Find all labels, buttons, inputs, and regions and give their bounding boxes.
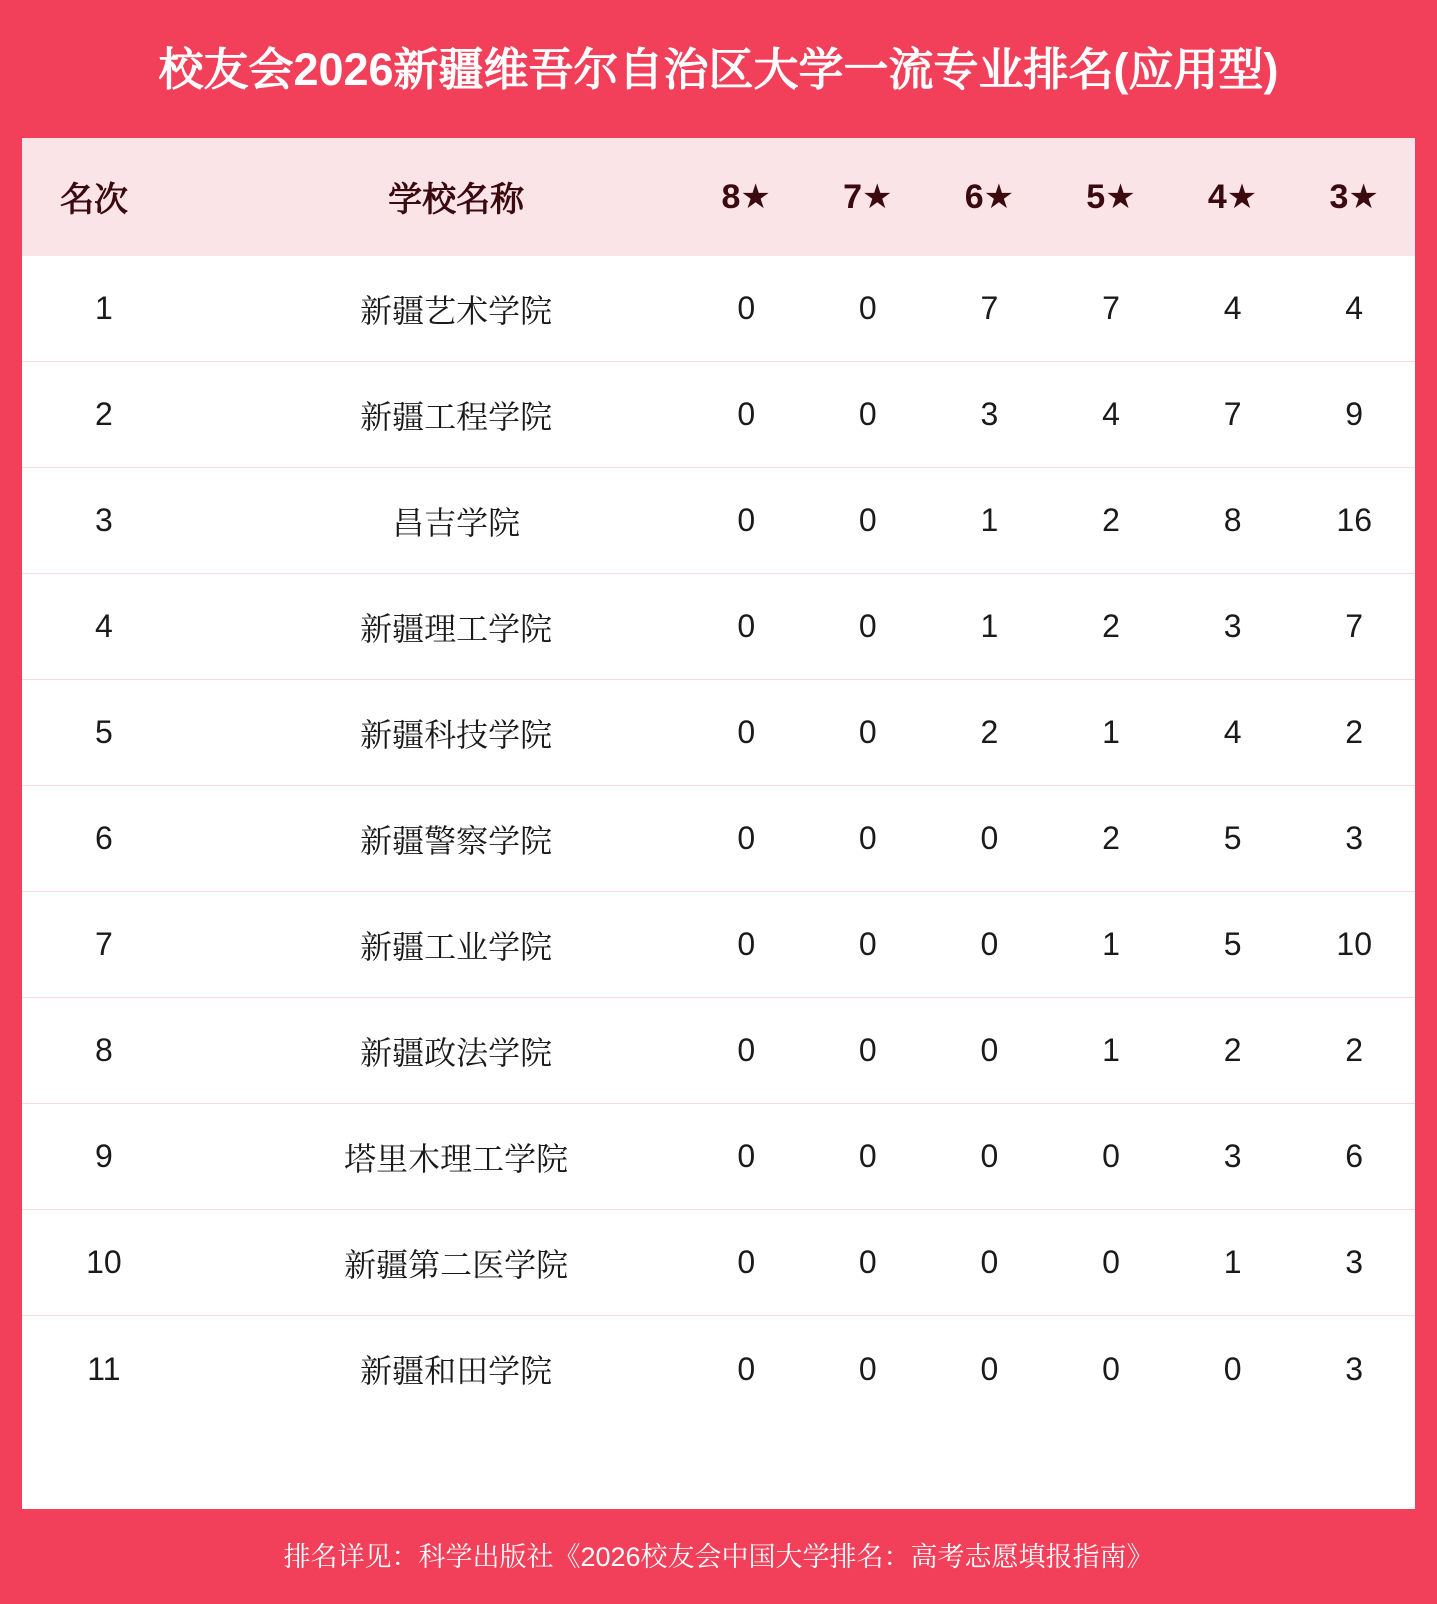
column-header-5star: 5★ bbox=[1050, 138, 1172, 256]
cell-rank: 6 bbox=[22, 786, 227, 892]
cell-5star: 2 bbox=[1050, 468, 1172, 574]
cell-6star: 0 bbox=[980, 1350, 999, 1387]
table-row bbox=[22, 680, 1415, 786]
table-row bbox=[22, 1210, 1415, 1316]
cell-7star: 0 bbox=[807, 786, 929, 892]
cell-4star: 2 bbox=[1172, 998, 1294, 1104]
cell-3star: 10 bbox=[1293, 892, 1415, 998]
cell-5star: 1 bbox=[1050, 892, 1172, 998]
cell-8star: 0 bbox=[737, 1350, 756, 1387]
cell-5star: 7 bbox=[1050, 256, 1172, 362]
cell-3star: 4 bbox=[1293, 256, 1415, 362]
column-header-4star: 4★ bbox=[1172, 138, 1294, 256]
cell-4star: 5 bbox=[1172, 786, 1294, 892]
cell-6star: 2 bbox=[929, 680, 1051, 786]
cell-3star: 9 bbox=[1293, 362, 1415, 468]
cell-rank: 8 bbox=[22, 998, 227, 1104]
cell-6star: 7 bbox=[929, 256, 1051, 362]
cell-4star: 3 bbox=[1172, 1104, 1294, 1210]
cell-3star: 7 bbox=[1293, 574, 1415, 680]
cell-7star: 0 bbox=[807, 574, 929, 680]
cell-5star: 0 bbox=[1050, 1104, 1172, 1210]
ranking-table-card bbox=[22, 138, 1415, 1509]
cell-7star: 0 bbox=[858, 1350, 877, 1387]
cell-8star: 0 bbox=[685, 680, 807, 786]
cell-5star: 1 bbox=[1050, 680, 1172, 786]
cell-3star: 3 bbox=[1293, 1210, 1415, 1316]
table-row bbox=[22, 998, 1415, 1104]
cell-rank: 11 bbox=[87, 1350, 121, 1387]
cell-rank: 5 bbox=[22, 680, 227, 786]
cell-rank: 1 bbox=[22, 256, 227, 362]
source-note: 排名详见：科学出版社《2026校友会中国大学排名：高考志愿填报指南》 bbox=[283, 1542, 1154, 1572]
table-row bbox=[22, 786, 1415, 892]
table-row bbox=[22, 574, 1415, 680]
cell-8star: 0 bbox=[685, 892, 807, 998]
cell-8star: 0 bbox=[685, 1104, 807, 1210]
cell-5star: 2 bbox=[1050, 786, 1172, 892]
cell-4star: 4 bbox=[1172, 256, 1294, 362]
cell-7star: 0 bbox=[807, 468, 929, 574]
table-row bbox=[22, 1104, 1415, 1210]
cell-school: 新疆工业学院 bbox=[227, 892, 686, 998]
column-header-rank: 名次 bbox=[22, 138, 227, 256]
cell-rank: 3 bbox=[22, 468, 227, 574]
table-row bbox=[22, 468, 1415, 574]
cell-5star: 0 bbox=[1050, 1210, 1172, 1316]
cell-rank: 9 bbox=[22, 1104, 227, 1210]
table-header-row bbox=[22, 138, 1415, 256]
table-header bbox=[22, 138, 1415, 256]
cell-school: 昌吉学院 bbox=[227, 468, 686, 574]
cell-8star: 0 bbox=[685, 256, 807, 362]
cell-7star: 0 bbox=[807, 892, 929, 998]
cell-6star: 1 bbox=[929, 468, 1051, 574]
cell-6star: 0 bbox=[929, 1104, 1051, 1210]
cell-7star: 0 bbox=[807, 1104, 929, 1210]
cell-4star: 1 bbox=[1172, 1210, 1294, 1316]
cell-7star: 0 bbox=[807, 680, 929, 786]
table-row bbox=[22, 1316, 1415, 1422]
cell-rank: 10 bbox=[22, 1210, 227, 1316]
page-title: 校友会2026新疆维吾尔自治区大学一流专业排名(应用型) bbox=[158, 44, 1279, 95]
cell-school: 塔里木理工学院 bbox=[227, 1104, 686, 1210]
cell-7star: 0 bbox=[807, 256, 929, 362]
cell-3star: 3 bbox=[1293, 786, 1415, 892]
cell-6star: 3 bbox=[929, 362, 1051, 468]
cell-school: 新疆工程学院 bbox=[227, 362, 686, 468]
cell-4star: 8 bbox=[1172, 468, 1294, 574]
table-row bbox=[22, 892, 1415, 998]
cell-school: 新疆理工学院 bbox=[227, 574, 686, 680]
cell-4star: 5 bbox=[1172, 892, 1294, 998]
cell-5star: 0 bbox=[1102, 1350, 1120, 1387]
cell-school: 新疆第二医学院 bbox=[227, 1210, 686, 1316]
cell-5star: 1 bbox=[1050, 998, 1172, 1104]
cell-3star: 6 bbox=[1293, 1104, 1415, 1210]
cell-8star: 0 bbox=[685, 468, 807, 574]
cell-7star: 0 bbox=[807, 1210, 929, 1316]
column-header-6star: 6★ bbox=[929, 138, 1051, 256]
cell-6star: 0 bbox=[929, 892, 1051, 998]
cell-5star: 2 bbox=[1050, 574, 1172, 680]
cell-school: 新疆艺术学院 bbox=[227, 256, 686, 362]
cell-8star: 0 bbox=[685, 574, 807, 680]
cell-6star: 0 bbox=[929, 998, 1051, 1104]
cell-rank: 4 bbox=[22, 574, 227, 680]
table-row bbox=[22, 256, 1415, 362]
column-header-3star: 3★ bbox=[1293, 138, 1415, 256]
cell-6star: 1 bbox=[929, 574, 1051, 680]
cell-4star: 3 bbox=[1172, 574, 1294, 680]
cell-3star: 16 bbox=[1293, 468, 1415, 574]
cell-4star: 7 bbox=[1172, 362, 1294, 468]
cell-4star: 4 bbox=[1172, 680, 1294, 786]
cell-7star: 0 bbox=[807, 998, 929, 1104]
cell-4star: 0 bbox=[1223, 1350, 1242, 1387]
table-row bbox=[22, 362, 1415, 468]
column-header-7star: 7★ bbox=[807, 138, 929, 256]
column-header-school: 学校名称 bbox=[227, 138, 686, 256]
cell-8star: 0 bbox=[685, 786, 807, 892]
cell-7star: 0 bbox=[807, 362, 929, 468]
column-header-8star: 8★ bbox=[685, 138, 807, 256]
table-body bbox=[22, 256, 1415, 1422]
cell-8star: 0 bbox=[685, 1210, 807, 1316]
cell-rank: 7 bbox=[22, 892, 227, 998]
cell-8star: 0 bbox=[685, 998, 807, 1104]
cell-5star: 4 bbox=[1050, 362, 1172, 468]
ranking-table bbox=[22, 138, 1415, 1422]
cell-6star: 0 bbox=[929, 786, 1051, 892]
cell-6star: 0 bbox=[929, 1210, 1051, 1316]
cell-3star: 2 bbox=[1293, 680, 1415, 786]
cell-rank: 2 bbox=[22, 362, 227, 468]
cell-school: 新疆和田学院 bbox=[360, 1353, 553, 1389]
cell-school: 新疆警察学院 bbox=[227, 786, 686, 892]
cell-3star: 2 bbox=[1293, 998, 1415, 1104]
cell-school: 新疆政法学院 bbox=[227, 998, 686, 1104]
cell-3star: 3 bbox=[1345, 1350, 1364, 1387]
cell-8star: 0 bbox=[685, 362, 807, 468]
cell-school: 新疆科技学院 bbox=[227, 680, 686, 786]
